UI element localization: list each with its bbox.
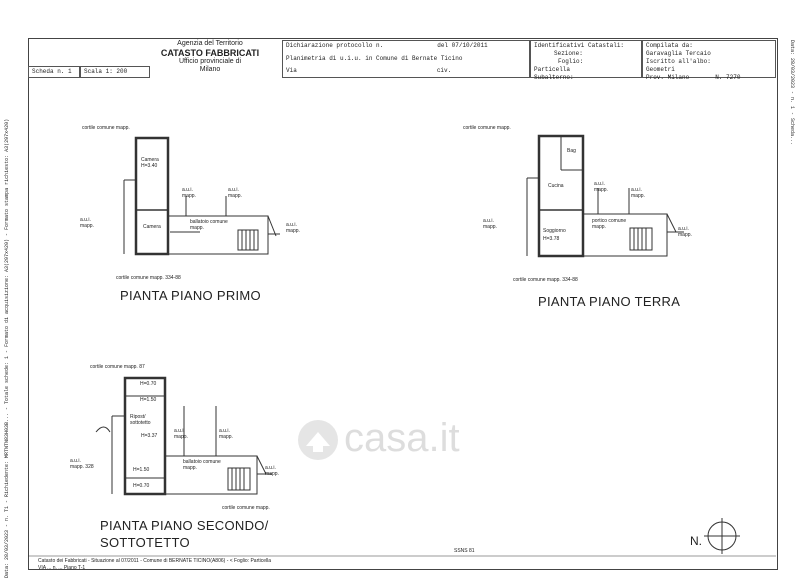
right-side-text: Data: 28/03/2023 - n. 1 - Scheda... (789, 40, 795, 146)
terra-aui1b: mapp. (594, 187, 608, 193)
footer-catasto: Catasto dei Fabbricati - Situazione al 07/2011 - Comune di BERNATE TICINO(A806) - < Foglio: Particella (38, 558, 272, 564)
agency-name: Agenzia del Territorio (177, 40, 243, 47)
terra-cucina: Cucina (548, 183, 564, 189)
terra-aui4: a.u.i. (678, 226, 689, 232)
secondo-aui3b: mapp. 328 (70, 464, 94, 470)
compilata-label: Compilata da: (646, 42, 693, 49)
scala-text: Scala 1: 200 (84, 68, 128, 75)
foglio-label: Foglio: (558, 58, 584, 65)
primo-aui1: a.u.i. (182, 187, 193, 193)
primo-title: PIANTA PIANO PRIMO (120, 288, 261, 303)
secondo-ripost: Ripost/ (130, 414, 146, 420)
secondo-ballatoio-b: mapp. (183, 465, 197, 471)
planimetria-text: Planimetria di u.i.u. in Comune di Bernate Ticino (286, 55, 463, 62)
primo-camera2: Camera (143, 224, 161, 230)
primo-aui3b: mapp. (80, 223, 94, 229)
compilatore-name: Garavaglia Tercaio (646, 50, 711, 57)
footer-sheet-code: SSNS 81 (454, 548, 475, 554)
terra-aui4b: mapp. (678, 232, 692, 238)
secondo-sottotetto: sottotetto (130, 420, 151, 426)
sezione-label: Sezione: (554, 50, 583, 57)
primo-aui4: a.u.i. (286, 222, 297, 228)
left-side-text: Data: 28/03/2023 - n. T1 - Richiedente: MRTNTN83H03B... - Totale schede: 1 - Formato di acquisizione: A3(297x420) - Formato stampa richiesto: A3(297x420) (4, 118, 10, 578)
terra-cortile-top: cortile comune mapp. (463, 125, 511, 131)
secondo-ballatoio: ballatoio comune (183, 459, 221, 465)
secondo-cortile-top: cortile comune mapp. 87 (90, 364, 145, 370)
secondo-title-1: PIANTA PIANO SECONDO/ (100, 518, 269, 533)
secondo-aui1: a.u.i. (174, 428, 185, 434)
ufficio-label: Ufficio provinciale di (178, 58, 242, 65)
primo-aui3: a.u.i. (80, 217, 91, 223)
albo-number: N. 7270 (715, 74, 741, 81)
dichiarazione-label: Dichiarazione protocollo n. (286, 42, 384, 49)
primo-aui1b: mapp. (182, 193, 196, 199)
primo-aui4b: mapp. (286, 228, 300, 234)
terra-aui1: a.u.i. (594, 181, 605, 187)
terra-h: H=3.78 (543, 236, 560, 242)
secondo-title-2: SOTTOTETTO (100, 535, 190, 550)
secondo-h3: H=3.37 (141, 433, 158, 439)
primo-aui2: a.u.i. (228, 187, 239, 193)
secondo-aui2: a.u.i. (219, 428, 230, 434)
secondo-cortile-bottom: cortile comune mapp. (222, 505, 270, 511)
terra-portico: portico comune (592, 218, 627, 224)
terra-soggiorno: Soggiorno (543, 228, 566, 234)
terra-title: PIANTA PIANO TERRA (538, 294, 681, 309)
albo-value: Geometri (646, 66, 675, 73)
secondo-aui2b: mapp. (219, 434, 233, 440)
primo-cortile-bottom: cortile comune mapp. 334-88 (116, 275, 181, 281)
via-label: Via (286, 67, 297, 74)
prov-value: Prov. Milano (646, 74, 690, 81)
north-label: N. (690, 534, 702, 548)
footer-via: VIA ... n. ... Piano T-1 (38, 565, 86, 571)
dichiarazione-date: del 07/10/2011 (437, 42, 488, 49)
watermark-text: casa.it (344, 416, 460, 460)
watermark-logo-icon (298, 420, 338, 460)
civ-label: civ. (436, 67, 452, 74)
primo-ballatoio: ballatoio comune (190, 219, 228, 225)
primo-mapp: mapp. (190, 225, 204, 231)
secondo-aui4: a.u.i. (265, 465, 276, 471)
primo-cortile-top: cortile comune mapp. (82, 125, 130, 131)
secondo-aui4b: mapp. (265, 471, 279, 477)
subalterno-label: Subalterno: (534, 74, 574, 81)
secondo-h2: H=1.50 (140, 397, 157, 403)
primo-camera1: Camera (141, 157, 159, 163)
terra-cortile-bottom: cortile comune mapp. 334-88 (513, 277, 578, 283)
particella-label: Particella (534, 66, 571, 73)
primo-aui2b: mapp. (228, 193, 242, 199)
secondo-aui1b: mapp. (174, 434, 188, 440)
terra-aui2b: mapp. (631, 193, 645, 199)
secondo-aui3: a.u.i. (70, 458, 81, 464)
north-arrow-icon (704, 518, 740, 554)
secondo-h5: H=0.70 (133, 483, 150, 489)
city-label: Milano (199, 66, 221, 73)
terra-aui3b: mapp. (483, 224, 497, 230)
identificativi-label: Identificativi Catastali: (534, 42, 625, 49)
terra-aui2: a.u.i. (631, 187, 642, 193)
catasto-title: CATASTO FABBRICATI (160, 48, 260, 58)
primo-h1: H=3.40 (141, 163, 158, 169)
plan-primo-walls (124, 138, 280, 254)
iscritto-label: Iscritto all'albo: (646, 58, 711, 65)
terra-portico-b: mapp. (592, 224, 606, 230)
scheda-text: Scheda n. 1 (32, 68, 72, 75)
terra-bagno: Bag (567, 148, 576, 154)
terra-aui3: a.u.i. (483, 218, 494, 224)
secondo-h1: H=0.70 (140, 381, 157, 387)
secondo-h4: H=1.50 (133, 467, 150, 473)
